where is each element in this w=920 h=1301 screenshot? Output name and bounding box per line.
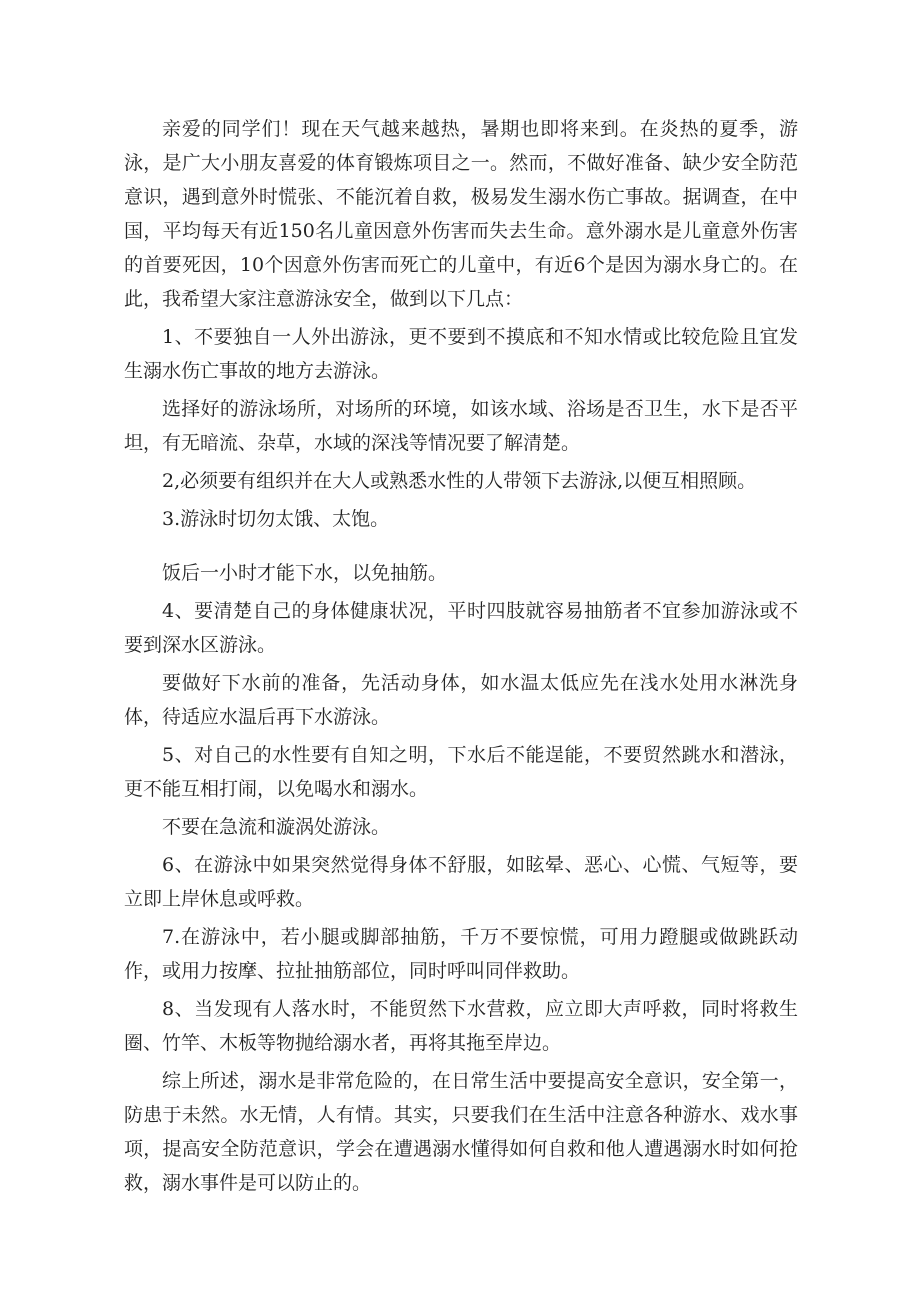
paragraph-point-1: 1、不要独自一人外出游泳，更不要到不摸底和不知水情或比较危险且宜发生溺水伤亡事故的地方去游泳。 bbox=[124, 326, 798, 382]
paragraph-point-6: 6、在游泳中如果突然觉得身体不舒服，如眩晕、恶心、心慌、气短等，要立即上岸休息或呼救。 bbox=[124, 854, 798, 910]
paragraph-conclusion: 综上所述，溺水是非常危险的，在日常生活中要提高安全意识，安全第一，防患于未然。水无情，人有情。其实，只要我们在生活中注意各种游水、戏水事项，提高安全防范意识，学会在遭遇溺水懂得如何自救和他人遭遇溺水时如何抢救，溺水事件是可以防止的。 bbox=[124, 1070, 798, 1194]
paragraph-point-4: 4、要清楚自己的身体健康状况，平时四肢就容易抽筋者不宜参加游泳或不要到深水区游泳。 bbox=[124, 600, 798, 656]
paragraph-point-1-detail: 选择好的游泳场所，对场所的环境，如该水域、浴场是否卫生，水下是否平坦，有无暗流、杂草，水域的深浅等情况要了解清楚。 bbox=[124, 398, 798, 454]
paragraph-point-4-detail: 要做好下水前的准备，先活动身体，如水温太低应先在浅水处用水淋洗身体，待适应水温后再下水游泳。 bbox=[124, 672, 798, 728]
paragraph-point-2: 2,必须要有组织并在大人或熟悉水性的人带领下去游泳,以便互相照顾。 bbox=[162, 470, 757, 492]
paragraph-point-3: 3.游泳时切勿太饿、太饱。 bbox=[162, 508, 390, 530]
paragraph-point-3-detail: 饭后一小时才能下水，以免抽筋。 bbox=[162, 562, 448, 584]
paragraph-point-7: 7.在游泳中，若小腿或脚部抽筋，千万不要惊慌，可用力蹬腿或做跳跃动作，或用力按摩、拉扯抽筋部位，同时呼叫同伴救助。 bbox=[124, 926, 798, 982]
document-body bbox=[124, 112, 798, 1204]
paragraph-intro: 亲爱的同学们！现在天气越来越热，暑期也即将来到。在炎热的夏季，游泳，是广大小朋友喜爱的体育锻炼项目之一。然而，不做好准备、缺少安全防范意识，遇到意外时慌张、不能沉着自救，极易发生溺水伤亡事故。据调查，在中国，平均每天有近150名儿童因意外伤害而失去生命。意外溺水是儿童意外伤害的首要死因，10个因意外伤害而死亡的儿童中，有近6个是因为溺水身亡的。在此，我希望大家注意游泳安全，做到以下几点： bbox=[124, 118, 798, 310]
paragraph-point-5-detail: 不要在急流和漩涡处游泳。 bbox=[162, 816, 391, 838]
paragraph-point-8: 8、当发现有人落水时，不能贸然下水营救，应立即大声呼救，同时将救生圈、竹竿、木板等物抛给溺水者，再将其拖至岸边。 bbox=[124, 998, 798, 1054]
paragraph-point-5: 5、对自己的水性要有自知之明，下水后不能逞能，不要贸然跳水和潜泳，更不能互相打闹，以免喝水和溺水。 bbox=[124, 744, 798, 800]
